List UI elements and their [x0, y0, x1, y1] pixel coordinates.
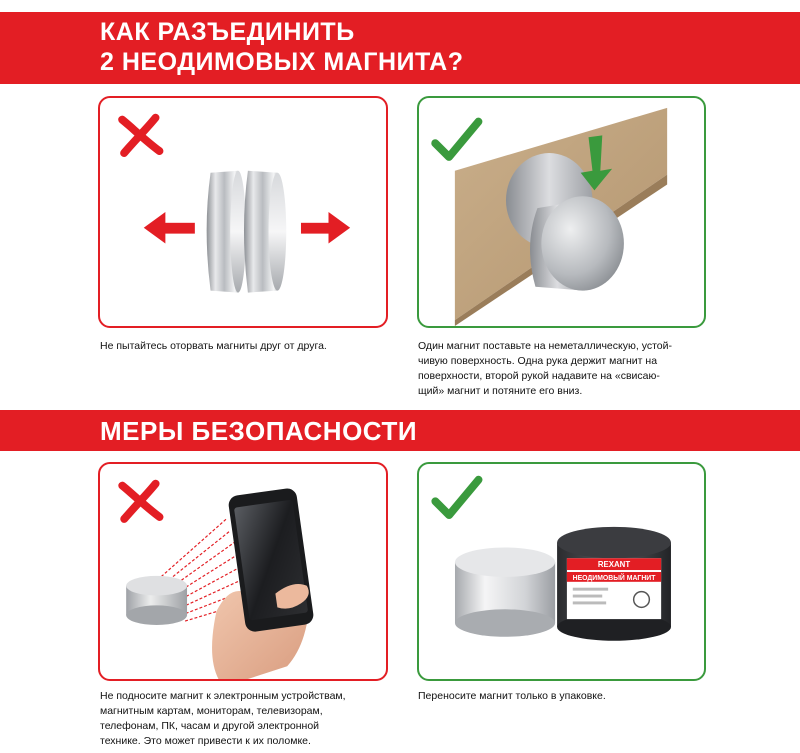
safety-banner [0, 410, 800, 451]
safety-wrong-caption [100, 689, 388, 749]
caption-line: технике. Это может привести к их поломке. [100, 735, 311, 747]
slide-off-edge-illustration [419, 98, 704, 326]
separate-right-panel [417, 96, 706, 328]
magnet-disc [126, 576, 187, 625]
caption-line: щий» магнит и потяните его вниз. [418, 385, 583, 397]
caption-line: Не подносите магнит к электронным устройствам, [100, 690, 346, 702]
title-banner [0, 12, 800, 84]
caption-line: Один магнит поставьте на неметаллическую, устой- [418, 340, 672, 352]
safety-right-caption [418, 689, 708, 704]
hanging-magnet [530, 196, 624, 290]
caption-line: телефонам, ПК, часам и другой электронной [100, 720, 320, 732]
magnet-near-phone-illustration [100, 464, 386, 679]
caption-line: Не пытайтесь оторвать магниты друг от друга. [100, 340, 327, 352]
package-brand: REXANT [597, 560, 631, 570]
cross-mark-icon [122, 118, 159, 153]
safety-right-panel [417, 462, 706, 681]
separate-wrong-panel [98, 96, 388, 328]
caption-line: поверхности, второй рукой надавите на «свисаю- [418, 370, 660, 382]
arrow-right-icon [301, 212, 350, 243]
pull-apart-illustration [100, 98, 386, 326]
check-mark-icon [435, 122, 478, 157]
separate-right-caption [418, 339, 708, 399]
separate-wrong-caption [100, 339, 388, 354]
package-label: НЕОДИМОВЫЙ МАГНИТ [572, 574, 656, 582]
arrow-left-icon [144, 212, 195, 243]
check-mark-icon [435, 480, 478, 515]
caption-line: чивую поверхность. Одна рука держит магнит на [418, 355, 658, 367]
caption-line: Переносите магнит только в упаковке. [418, 690, 606, 702]
title-line-1: КАК РАЗЪЕДИНИТЬ [100, 18, 355, 46]
caption-line: магнитным картам, мониторам, телевизорам, [100, 705, 323, 717]
magnet-package [557, 527, 671, 641]
magnet-pair [207, 171, 287, 293]
title-line-2: 2 НЕОДИМОВЫХ МАГНИТА? [100, 48, 464, 76]
safety-title: МЕРЫ БЕЗОПАСНОСТИ [100, 416, 418, 446]
cross-mark-icon [122, 484, 159, 519]
safety-wrong-panel [98, 462, 388, 681]
magnet-disc [455, 547, 555, 636]
magnet-in-package-illustration [419, 464, 704, 679]
